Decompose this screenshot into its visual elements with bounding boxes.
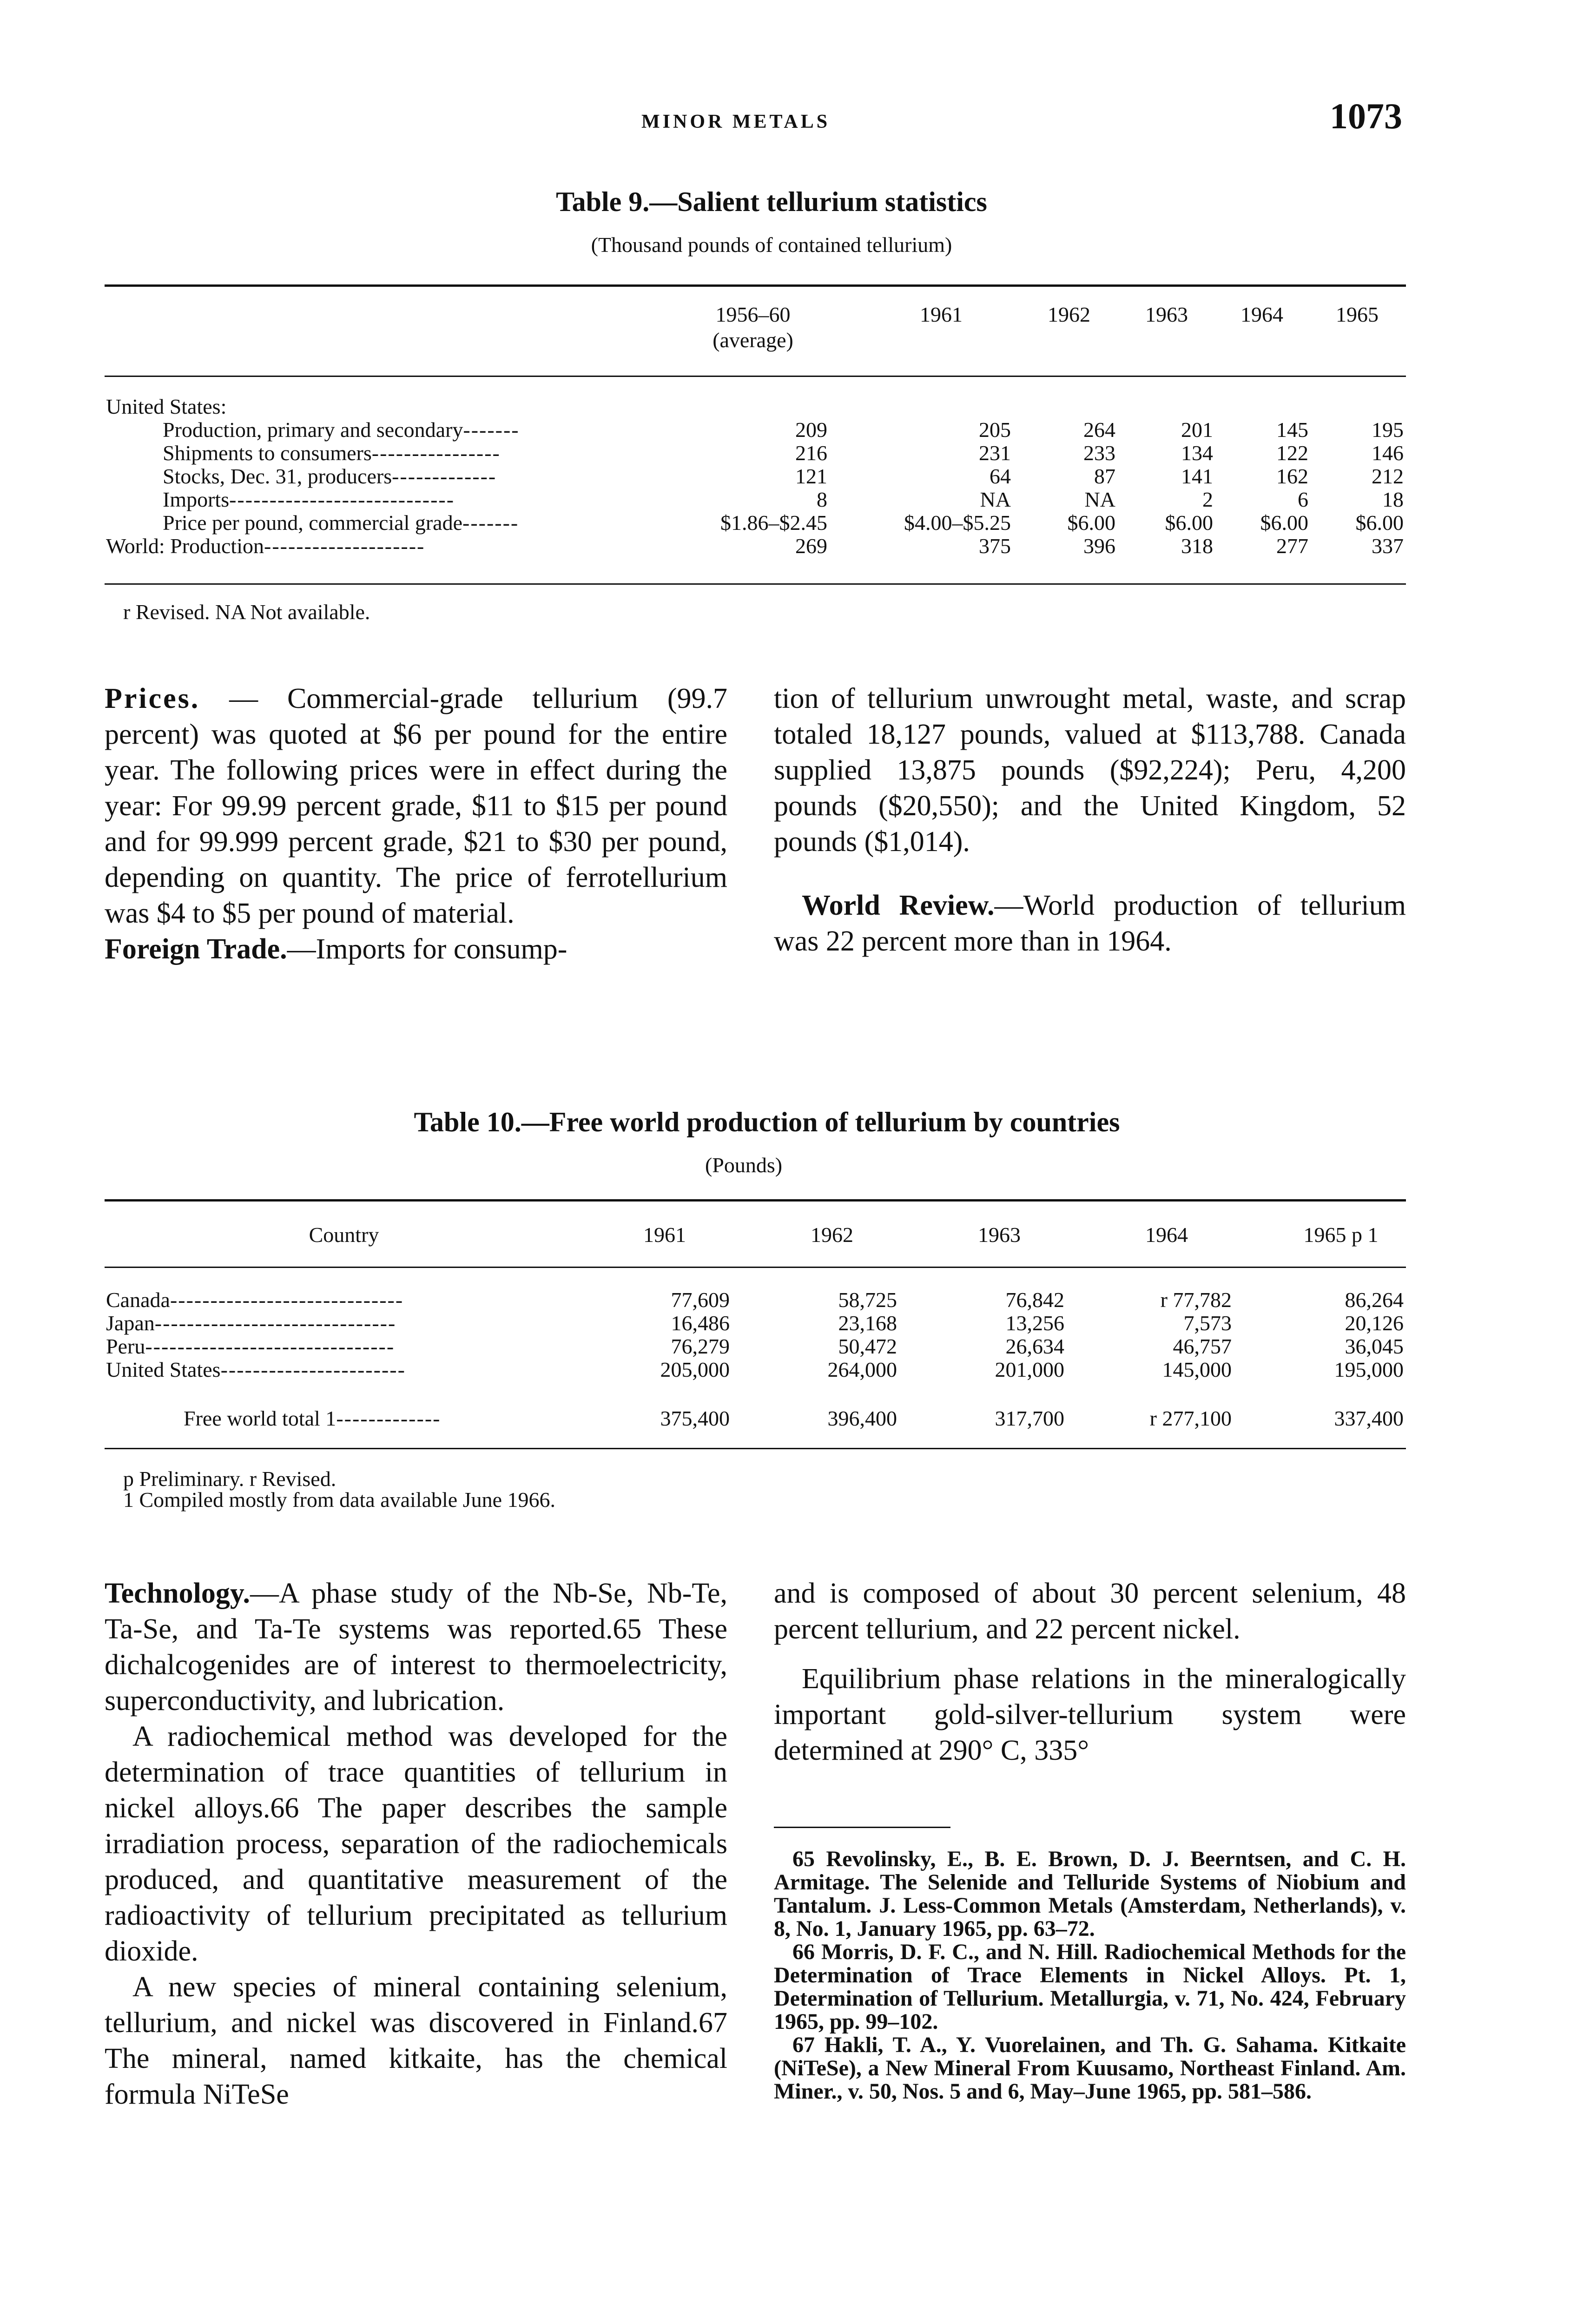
leader-dots: -------------------- <box>264 534 425 558</box>
leader-dots: ------------------------------- <box>145 1334 395 1358</box>
table9-cell: 6 <box>1298 488 1308 511</box>
table9-col-head: 1962 <box>1048 303 1090 326</box>
prices-paragraph <box>105 681 727 967</box>
table9-head-rule <box>105 376 1406 377</box>
table10-row-label-text: Japan <box>106 1311 155 1335</box>
table10-total-label <box>184 1406 590 1431</box>
table9-row-label-text: Imports <box>163 488 230 511</box>
table9-cell: 145 <box>1276 418 1308 442</box>
leader-dots: ------------- <box>392 464 497 488</box>
table9-cell: 277 <box>1276 534 1308 558</box>
table10-row-label-text: United States <box>106 1358 221 1381</box>
radiochemical-paragraph: A radiochemical method was developed for the determination of trace quantities of tellurium in nickel alloys.66 The paper describes the sample irradiation process, separation of the radiochemicals produced, and quantitative measurement of the radioactivity of tellurium precipitated as tellurium dioxide. <box>105 1721 727 1967</box>
table9-cell: 396 <box>1083 534 1115 558</box>
leader-dots: ------------------------------ <box>154 1311 396 1335</box>
table9-top-rule <box>105 284 1406 287</box>
table9-row-label <box>106 534 674 558</box>
leader-dots: ------- <box>462 511 519 535</box>
table9-cell: 264 <box>1083 418 1115 442</box>
table10-col-head: 1963 <box>978 1223 1021 1247</box>
table10-row-cell: 46,757 <box>1173 1334 1232 1358</box>
table10-row-cell: 77,609 <box>671 1288 730 1312</box>
leader-dots: ------- <box>463 418 520 442</box>
table9-cell: 231 <box>979 441 1011 465</box>
table10-row-cell: r 77,782 <box>1160 1288 1232 1312</box>
table9-row-label-text: World: Production <box>106 534 264 558</box>
table9-group-label: United States: <box>106 395 227 418</box>
table9-cell: 146 <box>1372 441 1404 465</box>
table9-cell: 122 <box>1276 441 1308 465</box>
table10-col-head: 1962 <box>811 1223 853 1247</box>
leader-dots: ---------------- <box>371 441 501 465</box>
table9-cell: 375 <box>979 534 1011 558</box>
table9-cell: 337 <box>1372 534 1404 558</box>
table9-cell: 8 <box>817 488 827 511</box>
footnote-66: 66 Morris, D. F. C., and N. Hill. Radiochemical Methods for the Determination of Trace Elements in Nickel Alloys. Pt. 1, Determination of Tellurium. Metallurgia, v. 71, No. 424, February 1965, pp. 99–102. <box>774 1940 1406 2034</box>
leader-dots: ------------- <box>336 1406 441 1430</box>
table9-cell: 216 <box>795 441 827 465</box>
table9-cell: 233 <box>1083 441 1115 465</box>
table10-row-label <box>106 1357 590 1382</box>
table9-row-label-text: Shipments to consumers <box>163 441 372 465</box>
table10-total-cell: 396,400 <box>827 1406 897 1430</box>
table9-cell: $4.00–$5.25 <box>904 511 1011 535</box>
table9-cell: 121 <box>795 464 827 488</box>
table9-row-label-text: Price per pound, commercial grade <box>163 511 463 535</box>
table9-cell: 18 <box>1382 488 1404 511</box>
running-head-title: MINOR METALS <box>641 111 831 132</box>
table9-cell: 87 <box>1094 464 1115 488</box>
table10-subtitle: (Pounds) <box>705 1153 783 1177</box>
foreign-trade-heading: Foreign Trade. <box>105 933 287 965</box>
technology-section <box>105 1576 727 2113</box>
page-number: 1073 <box>1330 96 1402 136</box>
table10-row-cell: 86,264 <box>1345 1288 1404 1312</box>
leader-dots: ----------------------- <box>220 1358 406 1381</box>
table10-row-label <box>106 1287 590 1312</box>
technology-heading: Technology. <box>105 1578 250 1609</box>
trade-continued-text: tion of tellurium unwrought metal, waste, and scrap totaled 18,127 pounds, valued at $113,788. Canada supplied 13,875 pounds ($92,224); Peru, 4,200 pounds ($20,550); and the United Kingdom, 52 pounds ($1,014). <box>774 683 1406 858</box>
technology-text: —A phase study of the Nb-Se, Nb-Te, Ta-Se, and Ta-Te systems was reported.65 These dichalcogenides are of interest to thermoelectricity, superconductivity, and lubrication. <box>105 1578 727 1717</box>
table9-cell: 201 <box>1181 418 1213 442</box>
table10-row-label <box>106 1334 590 1359</box>
table10-title: Table 10.—Free world production of tellurium by countries <box>414 1107 1120 1137</box>
world-review-heading: World Review. <box>802 890 995 921</box>
table9-cell: $6.00 <box>1355 511 1404 535</box>
table9-cell: NA <box>1084 488 1115 511</box>
table9-row-label-text: Production, primary and secondary <box>163 418 463 442</box>
composition-section <box>774 1576 1406 1769</box>
table10-total-cell: r 277,100 <box>1149 1406 1232 1430</box>
table9-cell: NA <box>980 488 1011 511</box>
table9-cell: 134 <box>1181 441 1213 465</box>
table10-row-cell: 195,000 <box>1334 1358 1404 1381</box>
table9-cell: 318 <box>1181 534 1213 558</box>
table9-cell: 2 <box>1202 488 1213 511</box>
table9-col-head: 1963 <box>1145 303 1188 326</box>
table10-col-head: 1965 p 1 <box>1303 1223 1379 1247</box>
table9-col-head: 1956–60 <box>715 303 791 326</box>
table10-col-head: 1961 <box>643 1223 686 1247</box>
table10-footnote: 1 Compiled mostly from data available June 1966. <box>123 1488 556 1512</box>
table10-total-label-text: Free world total 1 <box>184 1406 336 1430</box>
table10-row-cell: 76,842 <box>1005 1288 1064 1312</box>
table9-col-head: 1964 <box>1240 303 1283 326</box>
table10-row-cell: 205,000 <box>660 1358 730 1381</box>
table10-col-head: 1964 <box>1145 1223 1188 1247</box>
table10-top-rule <box>105 1199 1406 1202</box>
trade-continued-paragraph <box>774 681 1406 959</box>
table9-cell: 141 <box>1181 464 1213 488</box>
table10-col-head-country: Country <box>309 1223 379 1247</box>
leader-dots: ----------------------------- <box>170 1288 404 1312</box>
table9-footnote: r Revised. NA Not available. <box>123 600 370 624</box>
leader-dots: ---------------------------- <box>229 488 455 511</box>
table10-row-label-text: Peru <box>106 1334 145 1358</box>
table9-cell: 64 <box>990 464 1011 488</box>
table10-row-cell: 7,573 <box>1183 1311 1232 1335</box>
table10-head-rule <box>105 1267 1406 1268</box>
table10-row-cell: 264,000 <box>827 1358 897 1381</box>
composition-paragraph: and is composed of about 30 percent selenium, 48 percent tellurium, and 22 percent nickel. <box>774 1578 1406 1645</box>
table10-row-label-text: Canada <box>106 1288 170 1312</box>
table9-title: Table 9.—Salient tellurium statistics <box>556 186 987 217</box>
footnote-67: 67 Hakli, T. A., Y. Vuorelainen, and Th. G. Sahama. Kitkaite (NiTeSe), a New Mineral From Kuusamo, Northeast Finland. Am. Miner., v. 50, Nos. 5 and 6, May–June 1965, pp. 581–586. <box>774 2033 1406 2104</box>
table9-cell: 195 <box>1372 418 1404 442</box>
table10-total-cell: 375,400 <box>660 1406 730 1430</box>
prices-text: — Commercial-grade tellurium (99.7 percent) was quoted at $6 per pound for the entire year. The following prices were in effect during the year: For 99.99 percent grade, $11 to $15 per pound and for 99.999 percent grade, $21 to $30 per pound, depending on quantity. The price of ferrotellurium was $4 to $5 per pound of material. <box>105 683 727 929</box>
table9-col-head: 1961 <box>920 303 963 326</box>
table9-col-head: 1965 <box>1336 303 1379 326</box>
world-review-text: —World production of tellurium was 22 percent more than in 1964. <box>774 890 1406 957</box>
table9-row-label <box>163 487 674 512</box>
table10-row-cell: 76,279 <box>671 1334 730 1358</box>
table9-col-head: (average) <box>713 328 793 352</box>
table10-row-cell: 50,472 <box>838 1334 897 1358</box>
table9-cell: 212 <box>1372 464 1404 488</box>
table10-row-cell: 201,000 <box>995 1358 1064 1381</box>
table9-cell: 205 <box>979 418 1011 442</box>
table10-row-cell: 20,126 <box>1345 1311 1404 1335</box>
table10-row-cell: 16,486 <box>671 1311 730 1335</box>
footnotes <box>774 1848 1406 2103</box>
footnote-rule <box>774 1827 950 1828</box>
table9-cell: $6.00 <box>1067 511 1115 535</box>
table9-cell: 269 <box>795 534 827 558</box>
table10-footnote: p Preliminary. r Revised. <box>123 1467 336 1491</box>
table9-row-label <box>163 441 674 465</box>
table10-total-cell: 337,400 <box>1334 1406 1404 1430</box>
table9-row-label <box>163 417 674 442</box>
table9-bottom-rule <box>105 583 1406 585</box>
table9-cell: $6.00 <box>1260 511 1308 535</box>
table10-row-cell: 145,000 <box>1162 1358 1232 1381</box>
table9-row-label <box>163 510 674 535</box>
table9-row-label-text: Stocks, Dec. 31, producers <box>163 464 392 488</box>
table9-cell: $6.00 <box>1165 511 1213 535</box>
table9-cell: 162 <box>1276 464 1308 488</box>
footnote-65: 65 Revolinsky, E., B. E. Brown, D. J. Beerntsen, and C. H. Armitage. The Selenide and Telluride Systems of Niobium and Tantalum. J. Less-Common Metals (Amsterdam, Netherlands), v. 8, No. 1, January 1965, pp. 63–72. <box>774 1847 1406 1941</box>
table10-row-cell: 58,725 <box>838 1288 897 1312</box>
kitkaite-paragraph: A new species of mineral containing selenium, tellurium, and nickel was discovered in Finland.67 The mineral, named kitkaite, has the chemical formula NiTeSe <box>105 1971 727 2110</box>
table10-row-cell: 36,045 <box>1345 1334 1404 1358</box>
foreign-trade-text: —Imports for consump- <box>287 933 567 965</box>
table10-row-cell: 26,634 <box>1005 1334 1064 1358</box>
equilibrium-paragraph: Equilibrium phase relations in the mineralogically important gold-silver-tellurium system were determined at 290° C, 335° <box>774 1663 1406 1766</box>
table9-subtitle: (Thousand pounds of contained tellurium) <box>591 233 952 257</box>
prices-heading: Prices. <box>105 683 200 714</box>
table10-row-cell: 23,168 <box>838 1311 897 1335</box>
table10-bottom-rule <box>105 1448 1406 1449</box>
table9-row-label <box>163 464 674 489</box>
table9-cell: 209 <box>795 418 827 442</box>
table9-cell: $1.86–$2.45 <box>720 511 827 535</box>
table10-total-cell: 317,700 <box>995 1406 1064 1430</box>
table10-row-label <box>106 1311 590 1335</box>
table10-row-cell: 13,256 <box>1005 1311 1064 1335</box>
